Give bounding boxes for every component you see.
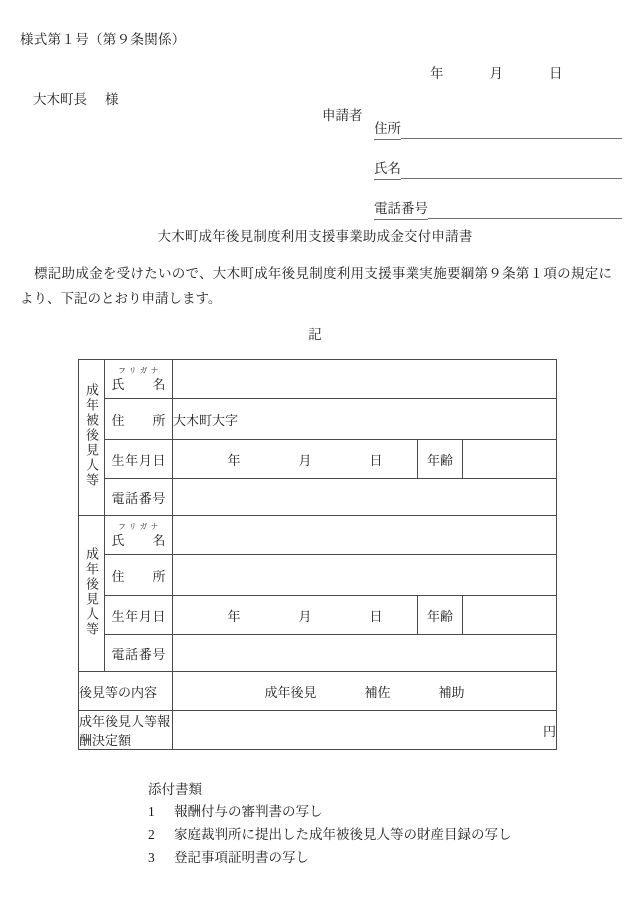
applicant-address-input[interactable] [401,137,622,139]
section-label-guardian [79,516,105,672]
section-label-ward [79,360,105,516]
guardian-tel-label: 電話番号 [105,635,173,672]
table-row [79,516,557,555]
table-row [79,672,557,711]
ward-name-label [105,360,173,399]
table-row [79,555,557,596]
ward-address-label: 住 所 [105,399,173,440]
guardian-address-input[interactable] [173,555,557,596]
guardian-name-input[interactable] [173,516,557,555]
addressee [33,88,119,108]
applicant-name-row [374,140,622,180]
attachment-text: 家庭裁判所に提出した成年被後見人等の財産目録の写し [174,827,512,843]
option-hojo[interactable]: 補助 [438,684,465,700]
ward-address-input[interactable]: 大木町大字 [173,399,557,440]
ki-mark: 記 [308,327,322,342]
applicant-tel-input[interactable] [428,217,622,219]
section-label-ward-text: 成年被後見人等 [84,383,99,488]
date-month-label: 月 [489,66,503,81]
ward-birth-label: 生年月日 [105,440,173,479]
ward-birth-input[interactable] [173,440,418,479]
applicant-tel-row [374,180,622,220]
ward-birth-year-label: 年 [227,452,241,468]
section-label-guardian-text: 成年後見人等 [84,546,99,637]
guardian-birth-label: 生年月日 [105,596,173,635]
ward-age-input[interactable] [462,440,556,479]
addressee-name: 大木町長 [33,92,87,107]
guardian-birth-year-label: 年 [227,608,241,624]
document-body-text: 標記助成金を受けたいので、大木町成年後見制度利用支援事業実施要綱第９条第１項の規定により、下記のとおり申請します。 [20,266,612,306]
attachment-number: 2 [148,827,155,843]
attachment-number: 1 [148,804,155,819]
furigana-label: フリガナ [118,365,162,375]
option-hosa[interactable]: 補佐 [364,684,391,700]
application-table [78,359,557,750]
date-line [430,62,620,82]
table-row [79,399,557,440]
attachment-text: 報酬付与の審判書の写し [174,804,323,819]
applicant-label: 申請者 [322,108,363,123]
guardian-birth-input[interactable] [173,596,418,635]
guardianship-type-label: 後見等の内容 [79,672,173,711]
applicant-address-row [374,100,622,140]
applicant-tel-label: 電話番号 [374,201,428,220]
list-item [148,849,512,867]
guardian-birth-month-label: 月 [298,608,312,624]
ward-birth-month-label: 月 [298,452,312,468]
guardian-age-input[interactable] [462,596,556,635]
reward-amount-input[interactable] [173,711,557,750]
attachments-title: 添付書類 [148,782,202,797]
applicant-address-label: 住所 [374,121,401,140]
table-row [79,360,557,399]
applicant-name-input[interactable] [401,177,622,179]
guardian-birth-day-label: 日 [369,608,383,624]
furigana-label: フリガナ [118,521,162,531]
table-row [79,440,557,479]
ward-name-label-text: 氏 名 [111,376,166,392]
applicant-fields [374,100,622,220]
attachment-text: 登記事項証明書の写し [174,850,309,866]
table-row [79,596,557,635]
attachments-section [148,778,512,873]
guardian-tel-input[interactable] [173,635,557,672]
ward-birth-day-label: 日 [369,452,383,468]
reward-amount-unit: 円 [542,723,556,739]
guardian-address-label: 住 所 [105,555,173,596]
list-item [148,803,512,821]
applicant-name-label: 氏名 [374,161,401,180]
reward-amount-label: 成年後見人等報酬決定額 [79,711,173,750]
date-day-label: 日 [549,66,563,81]
ward-tel-input[interactable] [173,479,557,516]
guardian-name-label [105,516,173,555]
addressee-honorific: 様 [105,92,119,107]
ward-age-label: 年齢 [417,440,462,479]
attachment-number: 3 [148,850,155,866]
ward-tel-label: 電話番号 [105,479,173,516]
document-title: 大木町成年後見制度利用支援事業助成金交付申請書 [157,229,473,244]
guardianship-type-options[interactable] [173,672,557,711]
guardian-name-label-text: 氏 名 [111,532,166,548]
table-row [79,479,557,516]
form-code: 様式第１号（第９条関係） [20,32,186,47]
table-row [79,711,557,750]
option-seinen-kouken[interactable]: 成年後見 [264,684,317,700]
date-year-label: 年 [430,66,444,81]
ward-name-input[interactable] [173,360,557,399]
list-item [148,826,512,844]
table-row [79,635,557,672]
guardian-age-label: 年齢 [417,596,462,635]
